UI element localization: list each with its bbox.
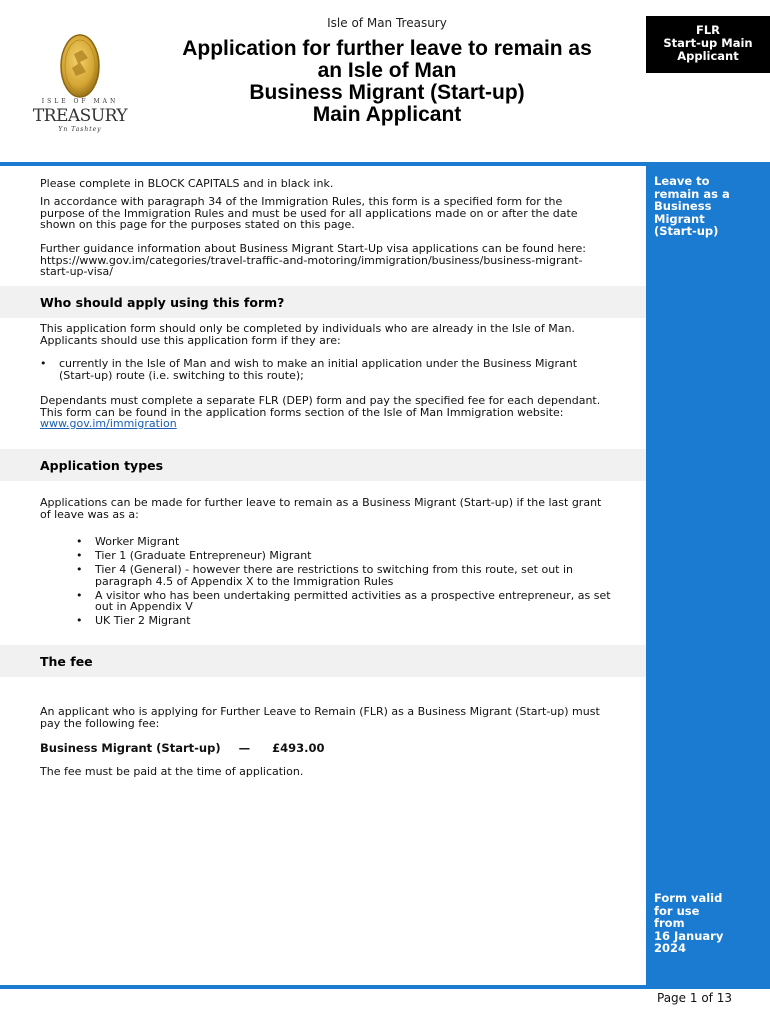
text-line: Dependants must complete a separate FLR (DEP) form and pay the specified fee for each dependant.: [40, 394, 601, 407]
text-line: An applicant who is applying for Further Leave to Remain (FLR) as a Business Migrant (Start-up) must: [40, 705, 600, 718]
list-item: [76, 590, 636, 613]
text-line: of leave was as a:: [40, 507, 139, 521]
text-line: currently in the Isle of Man and wish to make an initial application under the Business Migrant: [59, 357, 578, 370]
intro-guidance: [40, 243, 630, 278]
fee-payment-note: The fee must be paid at the time of application.: [40, 765, 304, 778]
bullet-icon: •: [76, 614, 83, 627]
section-heading-who: [0, 286, 646, 318]
text-line: Applicants should use this application form if they are:: [40, 333, 341, 347]
sidebar-line: Business: [654, 199, 712, 213]
text-line: Tier 4 (General) - however there are restrictions to switching from this route, set out in: [95, 563, 574, 576]
immigration-website-link[interactable]: www.gov.im/immigration: [40, 417, 177, 430]
sidebar-line: (Start-up): [654, 224, 719, 238]
who-dependants: [40, 395, 630, 430]
list-item: [76, 615, 636, 627]
section-heading-text: Application types: [40, 458, 164, 473]
treasury-logo: [30, 30, 130, 140]
issuer-label: Isle of Man Treasury: [327, 16, 447, 30]
header-block: [140, 16, 634, 126]
text-line: A visitor who has been undertaking permitted activities as a prospective entrepreneur, as set: [95, 588, 611, 602]
bullet-icon: •: [76, 588, 83, 602]
badge-line: FLR: [695, 23, 721, 37]
page-number: Page 1 of 13: [657, 991, 732, 1005]
section-heading-text: Who should apply using this form?: [40, 295, 285, 310]
text-line: Worker Migrant: [95, 535, 180, 548]
sidebar-line: for use: [654, 903, 700, 918]
text-line: purpose of the Immigration Rules and must be used for all applications made on or after the date: [40, 206, 578, 220]
title-line: Application for further leave to remain as: [182, 37, 592, 60]
bullet-icon: •: [76, 549, 83, 562]
logo-line2: TREASURY: [32, 106, 128, 126]
logo-line3: Yn Tashtey: [58, 126, 102, 133]
badge-line: Applicant: [677, 49, 739, 63]
bullet-text: [59, 358, 629, 381]
intro-specified-form: [40, 196, 630, 231]
section-heading-types: [0, 449, 646, 481]
text-line: In accordance with paragraph 34 of the Immigration Rules, this form is a specified form for the: [40, 195, 563, 208]
title-line: an Isle of Man: [317, 59, 457, 82]
list-item: [76, 536, 636, 548]
types-intro: [40, 497, 630, 520]
bullet-icon: •: [76, 563, 83, 576]
text-line: https://www.gov.im/categories/travel-traffic-and-motoring/immigration/business/business-migrant-: [40, 253, 583, 267]
sidebar-line: Leave to: [654, 174, 710, 188]
coin-emblem-icon: [30, 30, 130, 100]
section-heading-text: The fee: [40, 654, 93, 669]
fee-intro: [40, 706, 630, 729]
text-line: Further guidance information about Business Migrant Start-Up visa applications can be found here:: [40, 242, 586, 255]
footer-divider: [0, 985, 770, 989]
text-line: start-up-visa/: [40, 265, 113, 278]
list-item: [76, 550, 636, 562]
badge-line: Start-up Main: [663, 36, 753, 50]
form-type-badge: [646, 16, 770, 73]
sidebar-line: 2024: [654, 941, 687, 955]
text-line: Tier 1 (Graduate Entrepreneur) Migrant: [95, 549, 312, 562]
text-line: UK Tier 2 Migrant: [95, 614, 191, 627]
bullet-icon: •: [76, 535, 83, 548]
text-line: (Start-up) route (i.e. switching to this route);: [59, 368, 304, 382]
fee-amount-line: [40, 741, 325, 755]
title-line: Business Migrant (Start-up): [249, 81, 525, 104]
sidebar-line: Migrant: [654, 211, 705, 226]
fee-dash: —: [238, 741, 251, 755]
text-line: out in Appendix V: [95, 600, 193, 613]
sidebar-validity-label: [654, 892, 764, 955]
migrant-types-list: [76, 536, 636, 629]
text-line: shown on this page for the purposes stated on this page.: [40, 218, 355, 231]
section-heading-fee: [0, 645, 646, 677]
title-line: Main Applicant: [312, 103, 462, 126]
sidebar-line: Form valid: [654, 891, 723, 905]
text-line: This application form should only be completed by individuals who are already in the Isle of Man.: [40, 322, 575, 335]
text-line: Applications can be made for further leave to remain as a Business Migrant (Start-up) if the last grant: [40, 496, 602, 509]
sidebar-line: 16 January: [654, 928, 724, 943]
intro-block-capitals: Please complete in BLOCK CAPITALS and in black ink.: [40, 177, 334, 190]
right-sidebar: [646, 166, 770, 985]
bullet-icon: •: [40, 357, 47, 370]
text-line: This form can be found in the application forms section of the Isle of Man Immigration website:: [40, 405, 564, 419]
text-line: pay the following fee:: [40, 716, 160, 730]
logo-line1: ISLE OF MAN: [41, 98, 119, 105]
page-title: [140, 38, 634, 126]
sidebar-line: remain as a: [654, 186, 730, 201]
list-item: [76, 564, 636, 587]
fee-amount: £493.00: [272, 741, 325, 755]
fee-label: Business Migrant (Start-up): [40, 741, 221, 755]
sidebar-line: from: [654, 916, 685, 930]
sidebar-route-label: [654, 175, 764, 238]
who-intro: [40, 323, 630, 346]
text-line: paragraph 4.5 of Appendix X to the Immigration Rules: [95, 574, 394, 588]
